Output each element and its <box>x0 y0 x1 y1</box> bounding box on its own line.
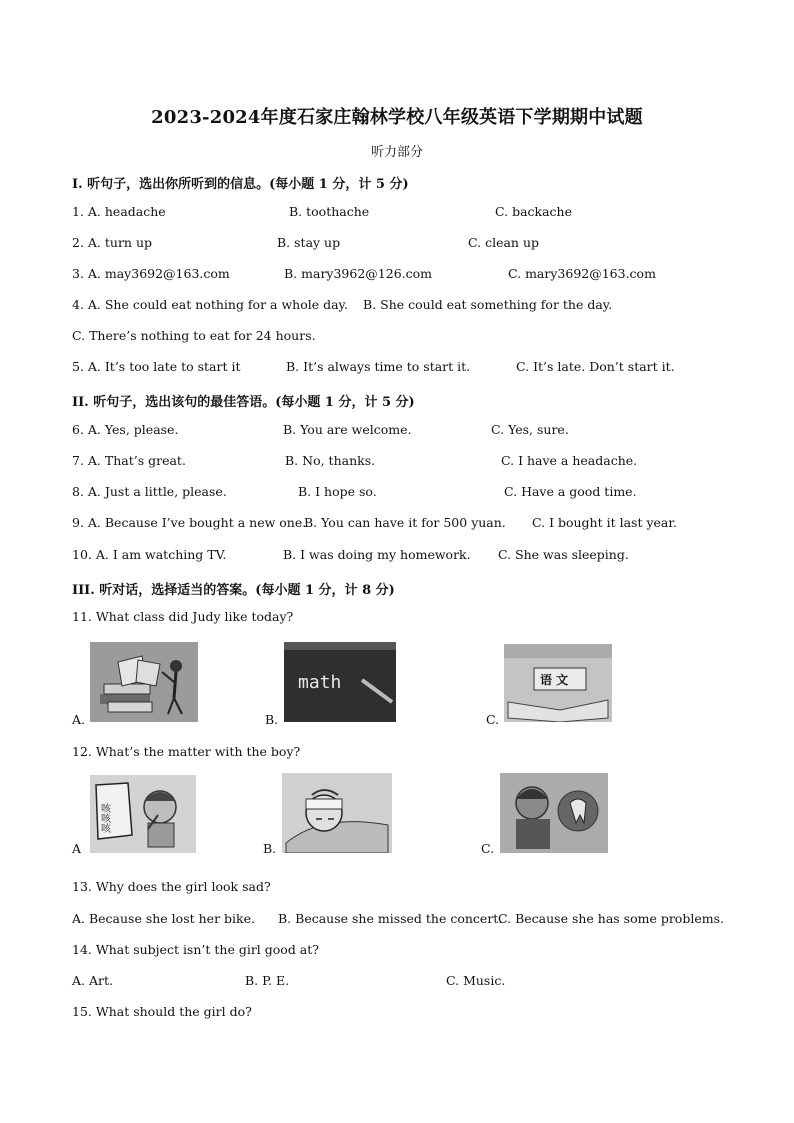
q6-option-c: C. Yes, sure. <box>491 422 569 437</box>
q5-option-c: C. It’s late. Don’t start it. <box>516 359 675 374</box>
q14-option-a: A. Art. <box>72 973 113 988</box>
section-1-heading: I. 听句子，选出你所听到的信息。(每小题 1 分，计 5 分) <box>72 177 409 192</box>
q12-picture-c-toothache <box>500 773 608 853</box>
q11-picture-a-books <box>90 642 198 722</box>
q8-option-b: B. I hope so. <box>298 484 377 499</box>
q4-option-a: 4. A. She could eat nothing for a whole day. <box>72 297 348 312</box>
q2-option-a: 2. A. turn up <box>72 235 152 250</box>
q11-stem: 11. What class did Judy like today? <box>72 609 294 624</box>
q3-option-a: 3. A. may3692@163.com <box>72 266 230 281</box>
q13-option-b: B. Because she missed the concert. <box>278 911 503 926</box>
section-2-heading: II. 听句子，选出该句的最佳答语。(每小题 1 分，计 5 分) <box>72 395 415 410</box>
q14-option-b: B. P. E. <box>245 973 290 988</box>
q13-option-a: A. Because she lost her bike. <box>72 911 255 926</box>
q14-option-c: C. Music. <box>446 973 506 988</box>
q7-option-a: 7. A. That’s great. <box>72 453 186 468</box>
q11-picture-b-math <box>284 642 396 722</box>
q8-option-c: C. Have a good time. <box>504 484 637 499</box>
q13-option-c: C. Because she has some problems. <box>498 911 724 926</box>
section-3-heading: III. 听对话，选择适当的答案。(每小题 1 分，计 8 分) <box>72 583 395 598</box>
page-subtitle: 听力部分 <box>370 145 423 160</box>
q3-option-b: B. mary3962@126.com <box>284 266 432 281</box>
q7-option-c: C. I have a headache. <box>501 453 638 468</box>
q2-option-c: C. clean up <box>468 235 539 250</box>
q2-option-b: B. stay up <box>277 235 341 250</box>
q1-option-b: B. toothache <box>289 204 370 219</box>
q7-option-b: B. No, thanks. <box>285 453 376 468</box>
q9-option-c: C. I bought it last year. <box>532 515 677 530</box>
q1-option-a: 1. A. headache <box>72 204 166 219</box>
q8-option-a: 8. A. Just a little, please. <box>72 484 227 499</box>
q12-option-c-label: C. <box>481 841 495 856</box>
q6-option-a: 6. A. Yes, please. <box>72 422 179 437</box>
q11-option-b-label: B. <box>265 712 279 727</box>
page-title: 2023-2024年度石家庄翰林学校八年级英语下学期期中试题 <box>151 107 643 128</box>
q6-option-b: B. You are welcome. <box>283 422 412 437</box>
cough-text: 咳咳咳 <box>98 803 110 833</box>
q1-option-c: C. backache <box>495 204 572 219</box>
q4-option-c: C. There’s nothing to eat for 24 hours. <box>72 328 316 343</box>
q12-option-b-label: B. <box>263 841 277 856</box>
q12-picture-a-cough <box>90 775 196 853</box>
q11-picture-c-chinese <box>504 644 612 722</box>
q15-stem: 15. What should the girl do? <box>72 1004 252 1019</box>
q12-picture-b-fever <box>282 773 392 853</box>
q14-stem: 14. What subject isn’t the girl good at? <box>72 942 319 957</box>
q11-option-c-label: C. <box>486 712 500 727</box>
q10-option-b: B. I was doing my homework. <box>283 547 471 562</box>
q12-stem: 12. What’s the matter with the boy? <box>72 744 301 759</box>
q5-option-a: 5. A. It’s too late to start it <box>72 359 241 374</box>
q4-option-b: B. She could eat something for the day. <box>363 297 613 312</box>
q10-option-c: C. She was sleeping. <box>498 547 629 562</box>
q11-option-a-label: A. <box>72 712 86 727</box>
q5-option-b: B. It’s always time to start it. <box>286 359 471 374</box>
q3-option-c: C. mary3692@163.com <box>508 266 656 281</box>
q12-option-a-label: A <box>72 841 82 856</box>
q10-option-a: 10. A. I am watching TV. <box>72 547 227 562</box>
chinese-book-text: 语 文 <box>540 673 569 687</box>
q13-stem: 13. Why does the girl look sad? <box>72 879 271 894</box>
math-chalk-text: math <box>298 672 342 693</box>
q9-option-b: B. You can have it for 500 yuan. <box>304 515 506 530</box>
q9-option-a: 9. A. Because I’ve bought a new one. <box>72 515 307 530</box>
